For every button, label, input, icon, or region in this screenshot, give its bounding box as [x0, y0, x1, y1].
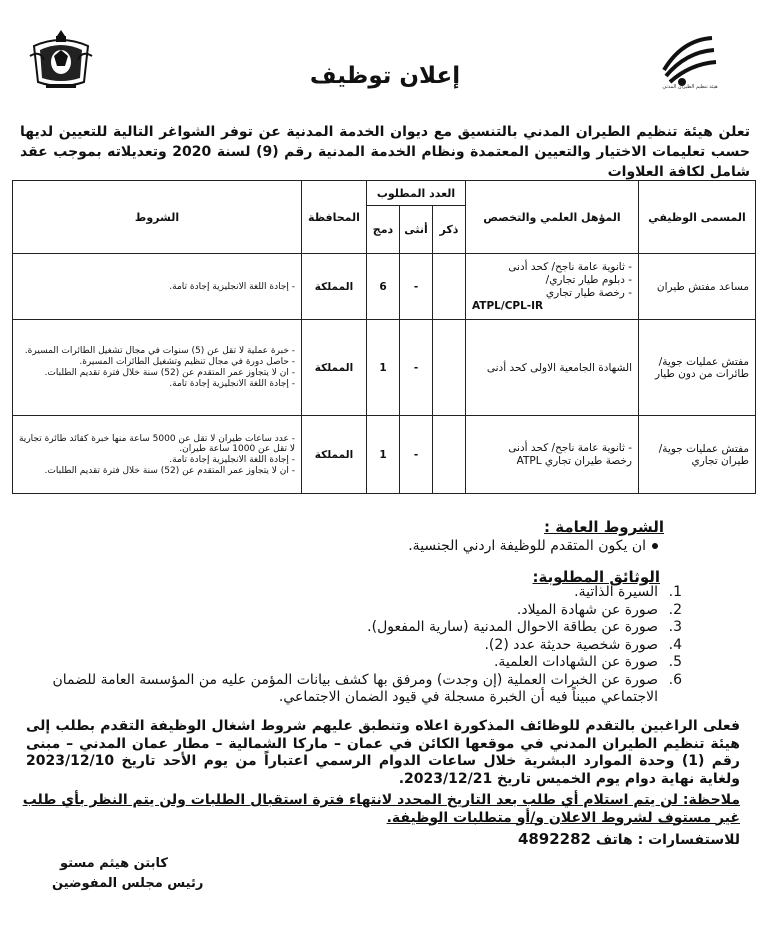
item-number: 1.: [668, 584, 682, 600]
row-job-title: مفتش عمليات جوية/طيران تجاري: [639, 416, 756, 494]
qualification-line: - رخصة طيار تجاري: [545, 287, 632, 299]
qualification-line: الشهادة الجامعية الاولى كحد أدنى: [486, 361, 632, 374]
inquiries-label: للاستفسارات : هاتف: [595, 832, 740, 848]
header-number-required: العدد المطلوب: [367, 181, 466, 206]
item-number: 3.: [668, 619, 682, 635]
list-item: [20, 672, 740, 707]
row-female: -: [400, 416, 433, 494]
signatory-title: رئيس مجلس المفوضين: [52, 876, 204, 891]
list-item: [20, 584, 740, 602]
qualification-line: رخصة طيران تجاري ATPL: [516, 455, 632, 467]
item-text: صورة عن الشهادات العلمية.: [493, 654, 658, 670]
header-governorate: المحافظة: [302, 181, 367, 254]
row-governorate: المملكة: [302, 320, 367, 416]
header-female: أنثى: [400, 206, 433, 254]
intro-paragraph: تعلن هيئة تنظيم الطيران المدني بالتنسيق مع ديوان الخدمة المدنية عن توفر الشواغر التالية للتعيين لديها حسب تعليمات الاختيار والتعيين المعتمدة ونظام الخدمة المدنية رقم (9) لسنة 2020 وتعديلاته بموجب عقد شامل لكافة العلاوات: [20, 124, 751, 180]
row-any: 1: [367, 320, 400, 416]
row-conditions: [13, 254, 302, 320]
general-conditions-heading: الشروط العامة :: [544, 518, 664, 536]
row-conditions: [13, 320, 302, 416]
row-female: -: [400, 320, 433, 416]
bullet-icon: [652, 543, 658, 549]
row-any: 1: [367, 416, 400, 494]
inquiries-phone: 4892282: [517, 830, 591, 848]
header-qualification: المؤهل العلمي والتخصص: [466, 181, 639, 254]
item-text: صورة عن بطاقة الاحوال المدنية (سارية المفعول).: [367, 619, 658, 635]
row-job-title: مساعد مفتش طيران: [639, 254, 756, 320]
row-conditions: [13, 416, 302, 494]
row-job-title: مفتش عمليات جوية/طائرات من دون طيار: [639, 320, 756, 416]
item-text: السيرة الذاتية.: [574, 584, 658, 600]
condition-line: - عدد ساعات طيران لا تقل عن 5000 ساعة منها خبرة كقائد طائرة تجارية لا تقل عن 1000 ساعة طيران.: [18, 433, 295, 454]
condition-line: - حاصل دورة في مجال تنظيم وتشغيل الطائرات المسيرة.: [79, 357, 295, 367]
vacancies-table: [12, 180, 756, 494]
note-paragraph: ملاحظة: لن يتم استلام أي طلب بعد التاريخ المحدد لانتهاء فترة استقبال الطلبات ولن يتم النظر بأي طلب غير مستوف لشروط الاعلان و/أو متطلبات الوظيفة.: [22, 792, 740, 826]
row-qualification: [466, 254, 639, 320]
condition-line: - ان لا يتجاوز عمر المتقدم عن (52) سنة خلال فترة تقديم الطلبات.: [44, 368, 295, 378]
qualification-line: - ثانوية عامة ناجح/ كحد أدنى: [508, 442, 632, 454]
general-condition-item: [408, 538, 658, 554]
row-any: 6: [367, 254, 400, 320]
list-item: [20, 637, 740, 655]
row-qualification: [466, 416, 639, 494]
row-male: [433, 416, 466, 494]
jordan-emblem-icon: [26, 26, 96, 92]
signatory-name: كابتن هيثم مستو: [60, 856, 168, 871]
row-qualification: [466, 320, 639, 416]
application-paragraph: فعلى الراغبين بالتقدم للوظائف المذكورة اعلاه وتنطبق عليهم شروط اشغال الوظيفة التقدم بطلب إلى هيئة تنظيم الطيران المدني في موقعها الكائن في عمان – ماركا الشمالية – مطار عمان المدني – مبنى رقم (1) وحدة الموارد البشرية خلال ساعات الدوام الرسمي اعتباراً من يوم الأحد تاريخ 2023/12/10 ولغاية نهاية دوام يوم الخميس تاريخ 2023/12/21.: [26, 718, 740, 787]
header-job-title: المسمى الوظيفي: [639, 181, 756, 254]
header-conditions: الشروط: [13, 181, 302, 254]
table-row: [13, 416, 756, 494]
table-header-row: [13, 181, 756, 206]
list-item: [20, 619, 740, 637]
list-item: [20, 654, 740, 672]
row-male: [433, 254, 466, 320]
item-number: 4.: [668, 636, 682, 653]
condition-line: - إجادة اللغة الانجليزية إجادة تامة.: [169, 379, 295, 389]
condition-line: - إجادة اللغة الانجليزية إجادة تامة.: [169, 454, 295, 465]
item-number: 6.: [668, 671, 682, 688]
list-item: [20, 602, 740, 620]
qualification-line: ATPL/CPL-IR: [472, 300, 544, 312]
logo-caption: هيئة تنظيم الطيران المدني: [662, 84, 718, 90]
header-male: ذكر: [433, 206, 466, 254]
item-text: صورة عن شهادة الميلاد.: [516, 601, 658, 618]
row-male: [433, 320, 466, 416]
item-number: 2.: [668, 601, 682, 618]
general-condition-text: ان يكون المتقدم للوظيفة اردني الجنسية.: [408, 538, 646, 554]
item-text: صورة شخصية حديثة عدد (2).: [484, 636, 658, 653]
inquiries-line: [518, 830, 740, 848]
condition-line: - إجادة اللغة الانجليزية إجادة تامة.: [169, 281, 295, 292]
row-governorate: المملكة: [302, 254, 367, 320]
item-text: صورة عن الخبرات العملية (إن وجدت) ومرفق بها كشف بيانات المؤمن عليه من المؤسسة العامة للضمان الاجتماعي مبيناً فيه أن الخبرة مسجلة في قيود الضمان الاجتماعي.: [52, 671, 658, 705]
header-any: دمج: [367, 206, 400, 254]
row-female: -: [400, 254, 433, 320]
condition-line: - خبرة عملية لا تقل عن (5) سنوات في مجال تشغيل الطائرات المسيرة.: [24, 346, 295, 356]
row-governorate: المملكة: [302, 416, 367, 494]
table-row: [13, 320, 756, 416]
table-row: [13, 254, 756, 320]
documents-heading: الوثائق المطلوبة:: [532, 568, 660, 586]
item-number: 5.: [668, 654, 682, 670]
qualification-line: - ثانوية عامة ناجح/ كحد أدنى: [508, 261, 632, 273]
qualification-line: - دبلوم طيار تجاري/: [545, 274, 632, 286]
page-title: إعلان توظيف: [309, 63, 461, 89]
condition-line: - ان لا يتجاوز عمر المتقدم عن (52) سنة خلال فترة تقديم الطلبات.: [44, 465, 295, 476]
documents-list: [20, 584, 740, 707]
